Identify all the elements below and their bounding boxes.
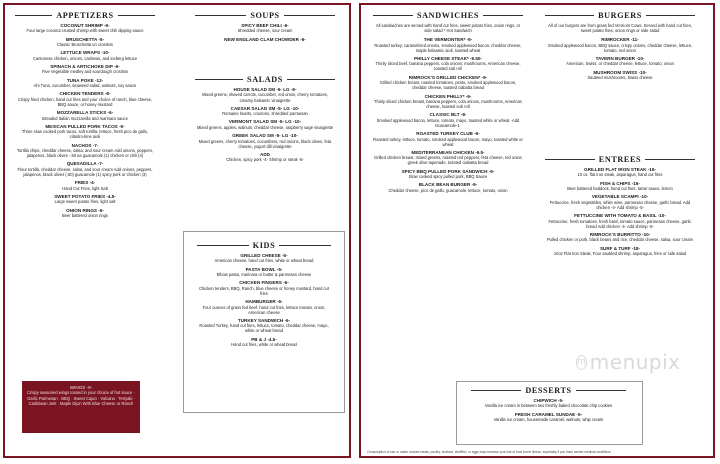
sandwiches-item-desc: Grilled chicken breast, mixed greens, roasted red peppers, feta cheese, red onion greek olive tapenade, toasted ciabatta bread: [374, 155, 522, 166]
kids-menu-item: [197, 337, 331, 348]
soups-item-desc: Shredded cheese, sour cream: [237, 28, 293, 34]
burgers-title: BURGERS: [545, 11, 695, 20]
sandwiches-item-name: ROASTED TURKEY CLUB -9-: [416, 131, 480, 137]
desserts-item-name: FRESH CARAMEL SUNDAE -5-: [514, 411, 583, 417]
appetizers-item-name: SPINACH & ARTICHOKE DIP -9-: [50, 64, 120, 70]
entrees-menu-item: [545, 232, 695, 243]
burgers-item-desc: Sauteed mushrooms, Swiss cheese: [587, 75, 653, 81]
sandwiches-menu-item: [373, 37, 523, 53]
footer-disclaimer: Consumption of raw or under cooked meats, poultry, seafood, shellfish, or eggs may increase your risk of food borne illness, especially if you have certain medical conditions.: [367, 450, 612, 454]
sandwiches-item-name: MEDITERRANEAN CHICKEN -9.5-: [411, 149, 485, 155]
salads-item-desc: Mixed greens, apples, walnuts, cheddar cheese, raspberry sage vinaigrette: [196, 124, 334, 130]
kids-item-desc: American cheese, hand cut fries, white or wheat bread: [214, 258, 314, 264]
appetizers-item-name: QUESADILLA -7-: [66, 161, 104, 167]
kids-item-name: HAMBURGER -6-: [245, 299, 283, 305]
entrees-menu-item: [545, 213, 695, 229]
salads-title: SALADS: [195, 75, 335, 84]
sandwiches-menu-item: [373, 169, 523, 180]
entrees-item-desc: Pulled chicken or pork, black beans and rice, cheddar cheese, salsa, sour cream: [546, 237, 694, 243]
kids-item-desc: Roasted Turkey, hand cut fries, lettuce, tomato, cheddar cheese, mayo, white or wheat bread: [199, 323, 329, 334]
sandwiches-item-name: RIMROCK'S GRILLED CHICKEN* -9-: [408, 74, 488, 80]
appetizers-menu-item: [15, 180, 155, 191]
appetizers-item-name: FRIES -4-: [74, 180, 96, 186]
sandwiches-menu-item: [373, 150, 523, 166]
appetizers-item-desc: Crispy fried chicken, hand cut fries and your choice of ranch, blue cheese, BBQ sauce, or honey mustard: [17, 96, 153, 107]
appetizers-menu-item: [15, 37, 155, 48]
entrees-menu-item: [545, 194, 695, 210]
appetizers-item-desc: Four large coconut crusted shrimp with sweet chili dipping sauce: [26, 28, 144, 34]
salads-item-desc: Chicken, spicy pork -4- Shrimp or steak -5-: [226, 157, 304, 163]
salads-menu-item: [195, 87, 335, 103]
kids-menu-item: [197, 318, 331, 334]
appetizers-menu-item: [15, 161, 155, 177]
sandwiches-menu-item: [373, 75, 523, 91]
appetizers-item-name: NACHOS -7-: [71, 142, 99, 148]
appetizers-menu-item: [15, 110, 155, 121]
appetizers-item-desc: Ahi Tuna, cucumber, seaweed salad, walnuts, soy sauce: [33, 83, 137, 89]
kids-menu-item: [197, 253, 331, 264]
kids-item-name: PB & J -4.5-: [251, 336, 277, 342]
entrees-menu-item: [545, 181, 695, 192]
menupix-watermark: [576, 350, 681, 374]
sandwiches-item-desc: Smoked applewood bacon, lettuce, tomato, mayo, toasted white or wheat ·Add Guacamole-1·: [376, 117, 520, 128]
salads-menu-item: [195, 106, 335, 117]
sandwiches-note: All sandwiches are served with hand cut fries, sweet potato fries, onion rings, or side salad * Hot Sandwich: [375, 23, 521, 34]
salads-item-name: HOUSE SALAD SM -6- LG -9-: [233, 87, 297, 92]
sandwiches-item-desc: Grilled chicken breast, roasted tomatoes, pesto, smoked applewood bacon, cheddar cheese, toasted ciabatta bread: [379, 80, 517, 91]
soups-item-name: SPICY BEEF CHILI -6-: [241, 23, 289, 28]
desserts-menu-item: [471, 412, 626, 423]
kids-section: [197, 241, 331, 350]
appetizers-item-name: ONION RINGS -5-: [66, 207, 104, 213]
appetizers-menu-item: [15, 64, 155, 75]
entrees-item-desc: Fettuccine, fresh tomatoes, fresh basil, tomato sauce, parmesan cheese, garlic bread Add chicken -4- Add shrimp -5-: [548, 218, 692, 229]
salads-item-name: CAESAR SALAD SM -5- LG -10-: [230, 105, 300, 111]
appetizers-item-desc: Breaded Italian mozzarella and marinara sauce: [42, 115, 128, 121]
appetizers-item-desc: Cantonese chicken, onions, cashews, and iceberg lettuce: [32, 55, 138, 61]
desserts-item-desc: Vanilla ice cream, housemade caramel, walnuts, whip cream: [493, 417, 604, 423]
appetizers-item-desc: Beer battered onion rings: [62, 213, 108, 219]
salads-item-desc: Mixed greens, shaved carrots, cucumber, red onion, cherry tomatoes, creamy balsamic vinaigrette: [202, 92, 328, 103]
entrees-menu-item: [545, 167, 695, 178]
kids-item-desc: Chicken tenders, BBQ, Ranch, blue cheese or honey mustard, hand cut fries: [199, 285, 329, 296]
appetizers-item-desc: Hand Cut Fries, light Salt: [62, 185, 108, 191]
appetizers-item-desc: Tortilla chips, cheddar cheese, salsa, and sour cream Add onions, peppers, jalapenos, black olives -.50 ea guacamole (1) chicken or chili (4): [16, 148, 154, 159]
kids-menu-item: [197, 267, 331, 278]
salads-item-desc: Mixed greens, cherry tomatoes, cucumbers, red onions, black olives, feta cheese, yogurt dill vinaigrette: [198, 138, 332, 149]
entrees-item-name: VEGETABLE SCAMPI -10-: [591, 194, 649, 200]
appetizers-menu-item: [15, 124, 155, 140]
appetizers-item-name: SWEET POTATO FRIES -4.5-: [54, 193, 116, 199]
salads-menu-item: [195, 119, 335, 130]
entrees-item-desc: Fettuccine, fresh vegetables, white wine, parmesan cheese, garlic bread. Add chicken -4- Add shrimp -5-: [549, 199, 691, 210]
wings-name: WINGS -9-: [69, 385, 93, 390]
entrees-item-name: FETTUCCINE WITH TOMATO & BASIL -10-: [574, 213, 666, 219]
kids-item-name: PASTA BOWL -5-: [245, 266, 283, 272]
salads-menu-item: [195, 152, 335, 163]
burgers-menu-item: [545, 56, 695, 67]
sandwiches-item-name: THE VERMONTER* -9-: [423, 37, 473, 43]
entrees-item-desc: 10oz Flat Iron Steak, Four sautéed shrimp, asparagus, fries or side salad: [553, 251, 687, 257]
sandwiches-menu-item: [373, 182, 523, 193]
burgers-item-name: TAVERN BURGER -10-: [595, 55, 645, 61]
burgers-note: All of our burgers are from grass fed Vermont Cows. Served with hand cut fries, sweet potato fries, onion rings or side salad: [548, 23, 692, 34]
burgers-item-desc: American, Swiss, or cheddar cheese, lettuce, tomato, onion: [566, 61, 674, 67]
soups-section: [195, 11, 335, 45]
sandwiches-menu-item: [373, 112, 523, 128]
menu-page-left: [3, 3, 351, 458]
appetizers-item-desc: Flour tortilla, cheddar cheese, salsa, and sour cream Add onions, peppers, jalapenos, black olives (.50) guacamole (1) spicy pork or chicken (3): [17, 166, 153, 177]
wings-desc: Crispy seasoned wings tossed in your choice of hot sauce · Garlic Parmesan · BBQ · Sweet Cajun · Volcano · Teriyaki · Caribbean Jerk · Maple Dijon With Blue Cheese or Ranch: [27, 390, 135, 406]
sandwiches-item-desc: Thinly sliced chicken breast, banana peppers, cola onions, mushrooms, American cheese, toasted sub roll: [374, 98, 522, 110]
appetizers-item-desc: Large sweet potato fries, light salt: [54, 199, 116, 205]
sandwiches-title: SANDWICHES: [373, 11, 523, 20]
desserts-menu-item: [471, 398, 626, 409]
wings-box: [22, 381, 140, 433]
entrees-item-name: RIMROCK'S BURRITTO -10-: [589, 231, 651, 237]
desserts-item-name: CHIPWICH -5-: [533, 398, 564, 403]
desserts-section: [471, 386, 626, 425]
appetizers-menu-item: [15, 208, 155, 219]
sandwiches-section: [373, 11, 523, 196]
salads-menu-item: [195, 133, 335, 149]
entrees-menu-item: [545, 246, 695, 257]
burgers-menu-item: [545, 70, 695, 81]
kids-title: KIDS: [197, 241, 331, 250]
sandwiches-item-name: CHICKEN PHILLY* -9-: [424, 93, 472, 99]
sandwiches-item-name: PHILLY CHEESE STEAK* -9.50-: [414, 55, 482, 61]
appetizers-menu-item: [15, 194, 155, 205]
appetizers-menu-item: [15, 23, 155, 34]
kids-item-name: TURKEY SANDWICH -6-: [237, 317, 291, 323]
sandwiches-item-name: CLASSIC BLT -8-: [429, 112, 467, 118]
desserts-item-desc: Vanilla ice cream in between two freshly baked chocolate chip cookies: [484, 403, 613, 409]
sandwiches-item-desc: Slow cooked spicy pulled pork, BBQ Sauce: [408, 174, 488, 180]
burgers-menu-item: [545, 37, 695, 53]
sandwiches-item-desc: Thinly sliced beef, banana peppers, cola onions, mushrooms, American cheese, toasted sub roll: [375, 61, 521, 72]
soups-title: SOUPS: [195, 11, 335, 20]
burgers-item-desc: Smoked applewood bacon, BBQ sauce, crispy onions, cheddar cheese, lettuce, tomato, red onion: [547, 42, 693, 53]
appetizers-menu-item: [15, 91, 155, 107]
salads-item-name: GREEK SALAD SM -5- LG -10-: [232, 133, 298, 139]
soups-menu-item: [195, 23, 335, 34]
kids-item-desc: Elbow pasta, marinara or butter & parmesan cheese: [216, 272, 312, 278]
kids-item-name: GRILLED CHEESE -5-: [240, 253, 288, 258]
appetizers-item-name: CHICKEN TENDERS -8-: [59, 91, 111, 97]
appetizers-item-name: LETTUCE WRAPS -10-: [60, 50, 110, 56]
sandwiches-menu-item: [373, 56, 523, 72]
salads-item-name: ADD: [260, 151, 270, 157]
salads-item-desc: Romaine hearts, croutons, shredded parmesan: [222, 111, 308, 117]
appetizers-item-name: COCONUT SHRIMP -9-: [60, 23, 110, 28]
entrees-item-desc: 10 oz. flat iron steak, asparagus, hand cut fries: [577, 172, 663, 178]
menupix-logo-icon: m: [576, 355, 587, 370]
entrees-section: [545, 155, 695, 259]
salads-item-name: VERMONT SALAD SM -5- LG -10-: [228, 119, 302, 125]
appetizers-menu-item: [15, 50, 155, 61]
entrees-item-desc: Beer battered haddock, hand cut fries, tartar sauce, lemon: [567, 186, 673, 192]
salads-section: [195, 75, 335, 166]
kids-menu-item: [197, 299, 331, 315]
sandwiches-item-name: BLACK BEAN BURGER -9-: [418, 182, 478, 188]
kids-item-name: CHICKEN FINGERS -6-: [239, 280, 289, 286]
burgers-section: [545, 11, 695, 83]
sandwiches-menu-item: [373, 131, 523, 147]
sandwiches-item-desc: Roasted turkey, lettuce, tomato, smoked applewood bacon, mayo, toasted white or wheat: [373, 136, 523, 147]
kids-item-desc: Four ounces of grass fed beef, hand cut fries, lettuce tomato, onion, American cheese: [202, 304, 326, 315]
entrees-item-name: SURF & TURF -18-: [599, 245, 641, 251]
appetizers-item-desc: Classic Bruschetta on crostinis: [57, 42, 113, 48]
soups-menu-item: [195, 37, 335, 42]
appetizers-section: [15, 11, 155, 221]
appetizers-item-name: MEXICAN PULLED PORK TACOS -9-: [45, 123, 125, 129]
watermark-text: menupix: [589, 350, 681, 374]
burgers-item-name: RIMROCKER -11-: [601, 37, 639, 43]
entrees-item-name: GRILLED FLAT IRON STEAK -16-: [584, 167, 656, 172]
appetizers-menu-item: [15, 78, 155, 89]
appetizers-item-name: TUNA POKE -12-: [66, 77, 104, 83]
sandwiches-item-desc: Cheddar cheese, pico de gallo, guacamole, lettuce, tomato, onion: [388, 187, 508, 193]
kids-menu-item: [197, 280, 331, 296]
menu-page-right: [359, 3, 715, 458]
appetizers-item-desc: Five Vegetable medley and sourdough crostinis: [41, 69, 129, 75]
appetizers-menu-item: [15, 143, 155, 159]
kids-item-desc: Hand cut fries, white or wheat bread: [231, 342, 297, 348]
appetizers-item-desc: Three slow cooked pork tacos, soft tortilla, lettuce, fresh pico de gallo, cilantro-lime aioli: [21, 129, 149, 140]
appetizers-title: APPETIZERS: [15, 11, 155, 20]
sandwiches-menu-item: [373, 94, 523, 110]
soups-item-name: NEW ENGLAND CLAM CHOWDER -6-: [224, 36, 306, 42]
sandwiches-item-name: SPICY BBQ PULLED PORK SANDWICH -9-: [401, 168, 495, 174]
entrees-title: ENTREES: [545, 155, 695, 164]
appetizers-item-name: BRUSCHETTA -5-: [65, 36, 105, 42]
sandwiches-item-desc: Roasted turkey, caramelized onions, smoked applewood bacon, cheddar cheese, maple balsamic aioli, toasted wheat: [374, 42, 522, 53]
entrees-item-name: FISH & CHIPS -16-: [600, 180, 640, 186]
burgers-item-name: MUSHROOM SWISS -10-: [593, 69, 647, 75]
desserts-title: DESSERTS: [471, 386, 626, 395]
appetizers-item-name: MOZZARELLA STICKS -6-: [56, 110, 114, 116]
